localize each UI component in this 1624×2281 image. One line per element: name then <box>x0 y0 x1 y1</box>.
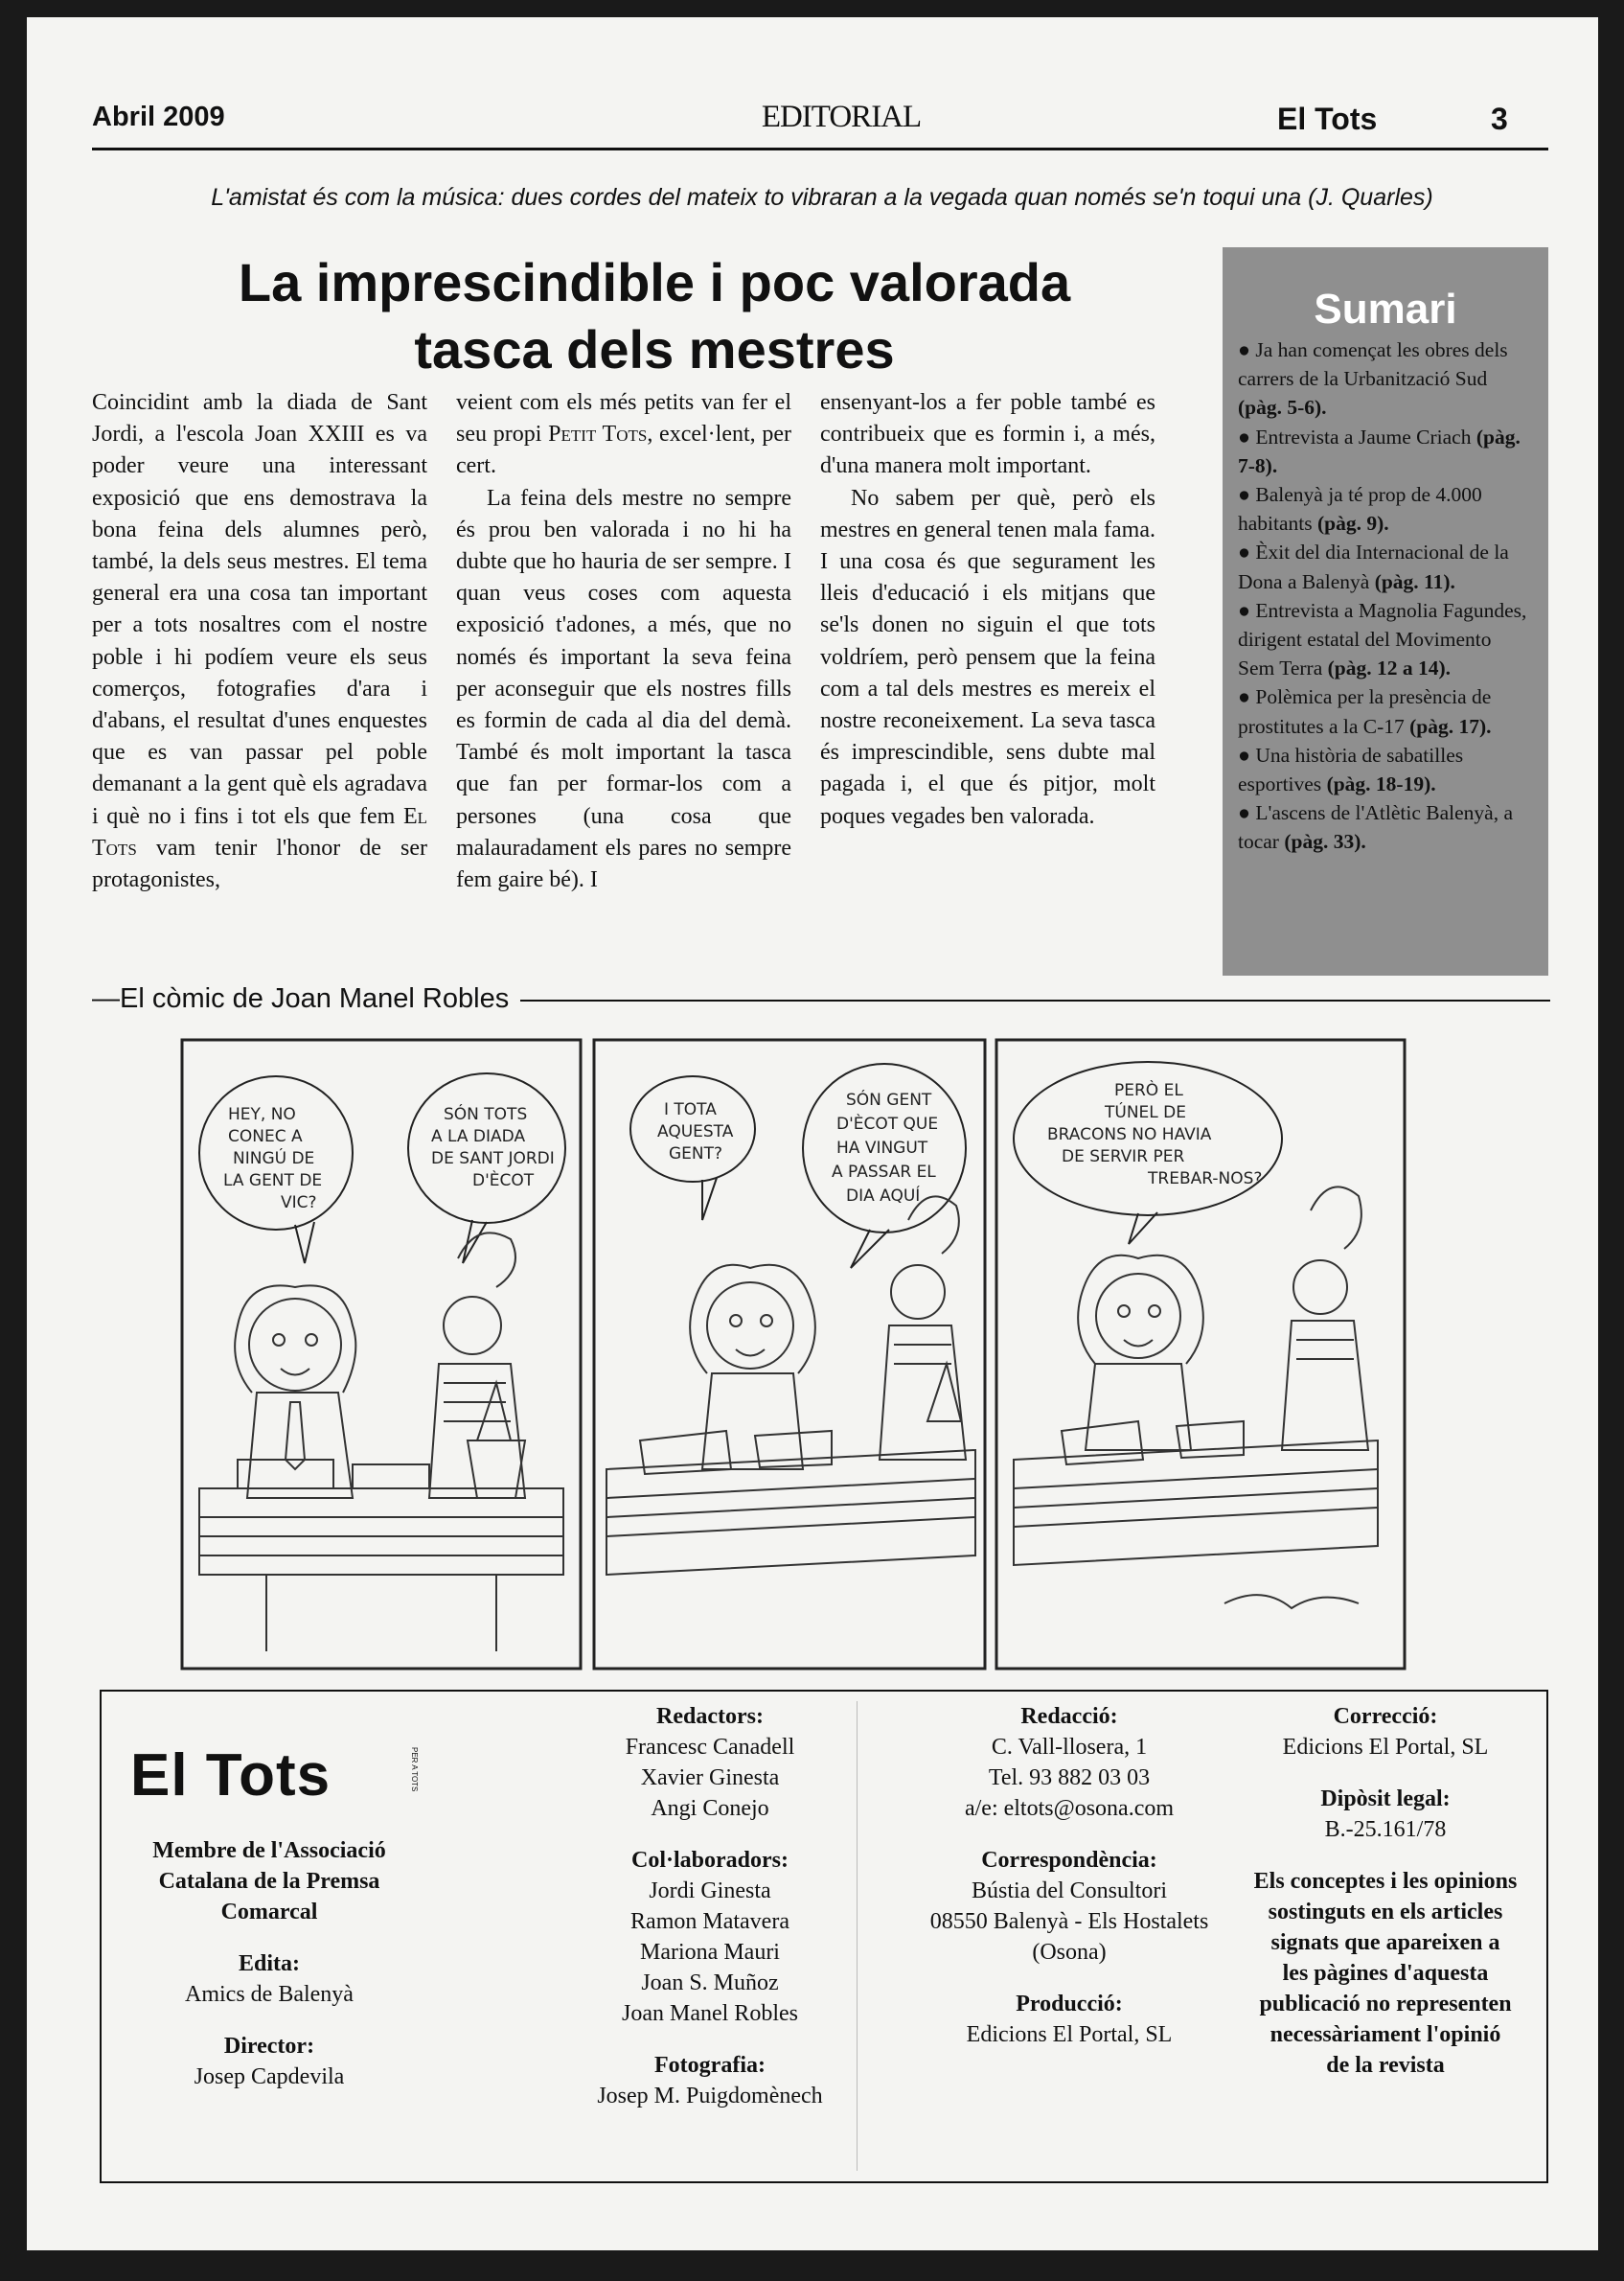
correspondencia-label: Correspondència: <box>981 1848 1157 1873</box>
bubble-text: GENT? <box>669 1144 723 1164</box>
bubble-text: SÓN TOTS <box>444 1105 528 1124</box>
issue-date: Abril 2009 <box>92 102 225 132</box>
comic-character-lion <box>235 1285 355 1498</box>
col1-end: vam tenir l'honor de ser protagonistes, <box>92 835 428 893</box>
summary-item: ● Polèmica per la presència de prostitutes a la C-17 (pàg. 17). <box>1238 682 1533 740</box>
bubble-text: A LA DIADA <box>431 1127 526 1146</box>
bubble-text: TREBAR-NOS? <box>1148 1169 1263 1188</box>
director-value: Josep Capdevila <box>194 2064 345 2089</box>
bubble-text: HA VINGUT <box>836 1139 928 1158</box>
summary-item: ● L'ascens de l'Atlètic Balenyà, a tocar (pàg. 33). <box>1238 798 1533 856</box>
summary-item: ● Èxit del dia Internacional de la Dona a Balenyà (pàg. 11). <box>1238 538 1533 595</box>
redaccio-label: Redacció: <box>1020 1704 1118 1729</box>
col3-paragraph-2: No sabem per què, però els mestres en general tenen mala fama. I una cosa és que segurament les lleis d'educació i els mitjans que se'ls donen no siguin el que tots voldríem, però pensem que la feina com a tal dels mestres es mereix el nostre reconeixement. La seva tasca és imprescindible, sens dubte mal pagada i, el que és pitjor, molt poques vegades ben valorada. <box>820 485 1155 829</box>
col1-smallcaps: El Tots <box>92 803 427 861</box>
section-title: EDITORIAL <box>761 100 922 134</box>
summary-item: ● Balenyà ja té prop de 4.000 habitants (pàg. 9). <box>1238 480 1533 538</box>
fotografia-label: Fotografia: <box>654 2053 766 2078</box>
publication-logo: El Tots <box>130 1742 332 1809</box>
col1-text: Coincidint amb la diada de Sant Jordi, a l'escola Joan XXIII es va poder veure una interessant exposició que ens demostrava la bona feina dels alumnes però, també, la dels seus mestres. El tema general era una cosa tan important per a tots nosaltres com el nostre poble i hi podíem veure els seus comerços, fotografies d'ara i d'abans, el resultat d'unes enquestes que es van passar pel poble demanant a la gent què els agradava i què no i fins i tot els que fem <box>92 390 427 829</box>
article-column-1 <box>92 387 427 896</box>
bubble-text: SÓN GENT <box>846 1091 932 1110</box>
summary-title: Sumari <box>1314 286 1457 333</box>
comic-character-lion <box>690 1265 815 1469</box>
redactors-label: Redactors: <box>656 1704 764 1729</box>
col2-rest: , excel·lent, per cert. <box>456 422 792 479</box>
bubble-text: DE SERVIR PER <box>1062 1147 1185 1166</box>
summary-item: ● Ja han començat les obres dels carrers de la Urbanització Sud (pàg. 5-6). <box>1238 335 1533 423</box>
correccio-value: Edicions El Portal, SL <box>1282 1735 1489 1760</box>
disclaimer-text: Els conceptes i les opinions sostinguts en els articles signats que apareixen a les pàgines d'aquesta publicació no representen necessàriament l'opinió de la revista <box>1253 1869 1518 2078</box>
comic-character-girl <box>880 1196 966 1460</box>
bubble-text: CONEC A <box>228 1127 303 1146</box>
bubble-text: NINGÚ DE <box>233 1149 315 1168</box>
masthead-column-4 <box>1232 1701 1539 2081</box>
bubble-text: PERÒ EL <box>1114 1081 1183 1100</box>
page-number: 3 <box>1491 102 1508 136</box>
bubble-text: D'ÈCOT QUE <box>836 1115 939 1134</box>
bubble-text: HEY, NO <box>228 1105 296 1124</box>
summary-list <box>1238 335 1533 857</box>
article-column-3 <box>820 387 1155 833</box>
comic-panel-2 <box>594 1040 985 1669</box>
bubble-text: BRACONS NO HAVIA <box>1047 1125 1212 1144</box>
headline-line-2: tasca dels mestres <box>414 319 895 380</box>
header-rule <box>92 148 1548 150</box>
fotografia-value: Josep M. Puigdomènech <box>597 2084 823 2108</box>
comic-label: —El còmic de Joan Manel Robles <box>92 983 520 1015</box>
publication-name: El Tots <box>1277 102 1378 136</box>
produccio-value: Edicions El Portal, SL <box>966 2022 1173 2047</box>
edita-label: Edita: <box>238 1951 300 1976</box>
bubble-text: VIC? <box>281 1193 317 1212</box>
magazine-page <box>27 17 1598 2250</box>
col3-paragraph-1: ensenyant-los a fer poble també es contribueix que es formin i, a més, d'una manera molt important. <box>820 390 1155 479</box>
col2-paragraph-2: La feina dels mestre no sempre és prou ben valorada i no hi ha dubte que ho hauria de ser sempre. I quan veus coses com aquesta exposició t'adones, a més, que no només és important la seva feina per aconseguir que els nostres fills es formin de cada al dia del demà. També és molt important la tasca que fan per formar-los com a persones (una cosa que malauradament els pares no sempre fem gaire bé). I <box>456 485 791 893</box>
headline-line-1: La imprescindible i poc valorada <box>238 252 1071 312</box>
masthead-divider <box>857 1701 858 2171</box>
article-column-2 <box>456 387 791 896</box>
summary-box <box>1223 247 1548 976</box>
masthead-column-2: Redactors: Francesc Canadell Xavier Ginesta Angi Conejo Col·laboradors: Jordi Ginesta Ramon Matavera Mariona Mauri Joan S. Muñoz Joan Manel Robles Fotografia: Josep M. Puigdomènech <box>552 1701 868 2111</box>
director-label: Director: <box>223 2034 315 2059</box>
summary-item: ● Entrevista a Magnolia Fagundes, dirigent estatal del Movimento Sem Terra (pàg. 12 a 14). <box>1238 596 1533 683</box>
masthead-column-1: Membre de l'Associació Catalana de la Premsa Comarcal Edita: Amics de Balenyà Director: Josep Capdevila <box>111 1835 427 2092</box>
logo-tagline: PER A TOTS <box>410 1747 419 1792</box>
diposit-label: Dipòsit legal: <box>1320 1786 1451 1811</box>
masthead-column-3: Redacció: C. Vall-llosera, 1 Tel. 93 882 03 03 a/e: eltots@osona.com Correspondència: Bústia del Consultori 08550 Balenyà - Els Hostalets (Osona) Producció: Edicions El Portal, SL <box>887 1701 1251 2050</box>
epigraph-quote: L'amistat és com la música: dues cordes del mateix to vibraran a la vegada quan només se'n toqui una (J. Quarles) <box>211 184 1433 211</box>
bubble-text: TÚNEL DE <box>1105 1103 1186 1122</box>
comic-character-girl <box>1282 1187 1368 1450</box>
bubble-text: A PASSAR EL <box>832 1163 936 1182</box>
bubble-text: AQUESTA <box>657 1122 734 1141</box>
comic-strip <box>180 1038 1407 1670</box>
bubble-text: DE SANT JORDI <box>431 1149 555 1168</box>
bubble-text: I TOTA <box>664 1100 717 1119</box>
col2-start: veient com els més petits van fer el seu propi <box>456 390 791 448</box>
summary-item: ● Una història de sabatilles esportives (pàg. 18-19). <box>1238 741 1533 798</box>
collaboradors-label: Col·laboradors: <box>630 1848 789 1873</box>
article-headline <box>103 249 1205 383</box>
bubble-text: DIA AQUÍ <box>846 1187 921 1206</box>
email-text: a/e: eltots@osona.com <box>964 1796 1175 1821</box>
correccio-label: Correcció: <box>1333 1704 1438 1729</box>
masthead-box <box>100 1690 1548 2183</box>
bubble-text: D'ÈCOT <box>472 1171 535 1190</box>
diposit-value: B.-25.161/78 <box>1324 1817 1447 1842</box>
summary-item: ● Entrevista a Jaume Criach (pàg. 7-8). <box>1238 423 1533 480</box>
comic-character-lion <box>1078 1256 1203 1450</box>
comic-character-girl <box>429 1233 525 1498</box>
bubble-text: LA GENT DE <box>223 1171 323 1190</box>
produccio-label: Producció: <box>1016 1992 1123 2016</box>
speech-bubble <box>408 1073 565 1223</box>
edita-value: Amics de Balenyà <box>185 1982 354 2007</box>
col2-smallcaps: Petit Tots <box>548 422 648 448</box>
